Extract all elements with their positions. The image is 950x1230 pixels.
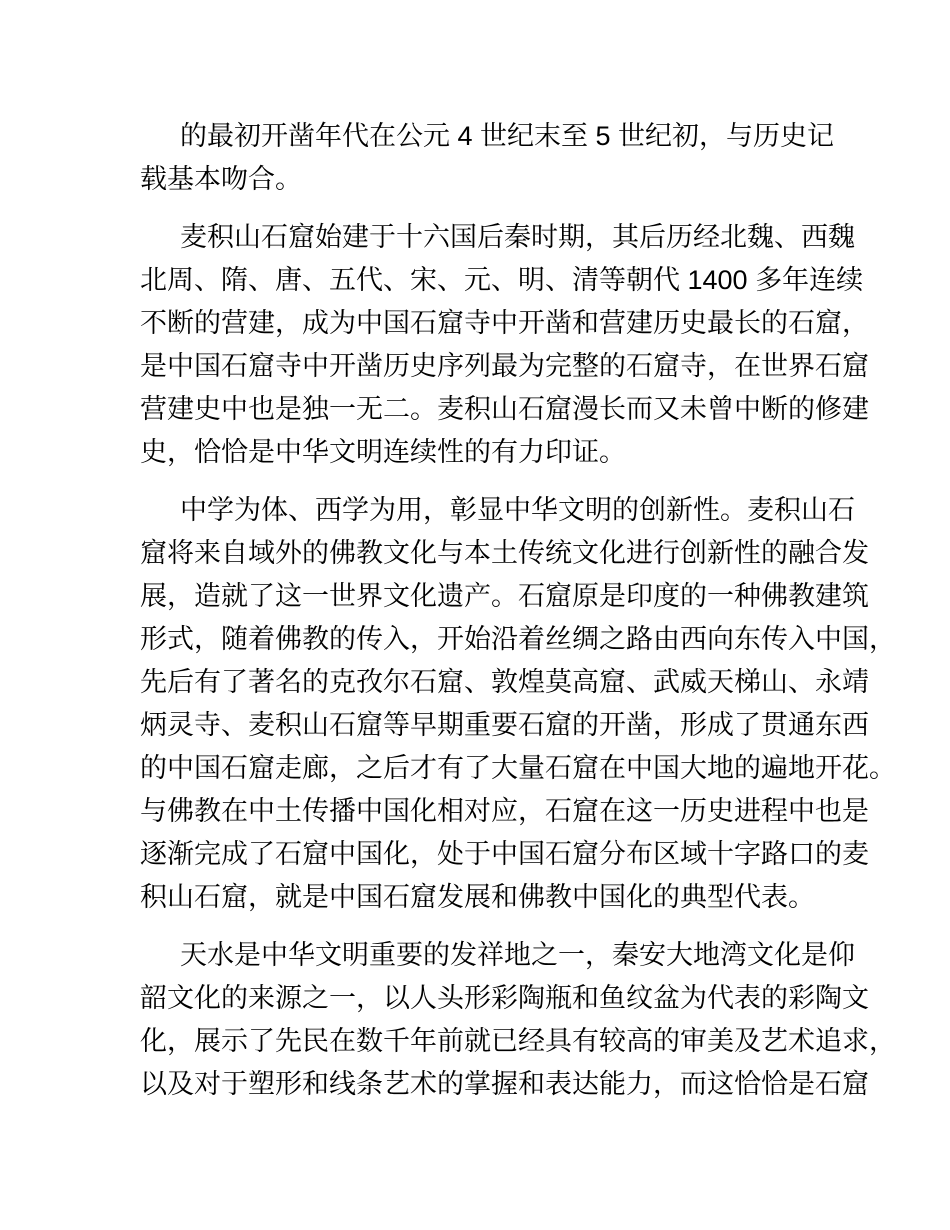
- text-line: 积山石窟，就是中国石窟发展和佛教中国化的典型代表。: [140, 882, 815, 912]
- text-line: 与佛教在中土传播中国化相对应，石窟在这一历史进程中也是: [140, 796, 869, 826]
- paragraph: [140, 115, 835, 201]
- text-line: 炳灵寺、麦积山石窟等早期重要石窟的开凿，形成了贯通东西: [140, 710, 869, 740]
- text-line: 先后有了著名的克孜尔石窟、敦煌莫高窟、武威天梯山、永靖: [140, 667, 869, 697]
- text-line: 不断的营建，成为中国石窟寺中开凿和营建历史最长的石窟，: [140, 308, 869, 338]
- text-line: 以及对于塑形和线条艺术的掌握和表达能力，而这恰恰是石窟: [140, 1069, 869, 1099]
- text-line: 形式，随着佛教的传入，开始沿着丝绸之路由西向东传入中国，: [140, 624, 896, 654]
- paragraph: [140, 934, 896, 1106]
- text-line: 是中国石窟寺中开凿历史序列最为完整的石窟寺，在世界石窟: [140, 351, 869, 381]
- text-line: 中学为体、西学为用，彰显中华文明的创新性。麦积山石: [180, 495, 855, 525]
- text-line: 史，恰恰是中华文明连续性的有力印证。: [140, 437, 626, 467]
- text-line: 北周、隋、唐、五代、宋、元、明、清等朝代 1400 多年连续: [140, 265, 864, 295]
- text-line: 韶文化的来源之一，以人头形彩陶瓶和鱼纹盆为代表的彩陶文: [140, 983, 869, 1013]
- text-line: 麦积山石窟始建于十六国后秦时期，其后历经北魏、西魏: [180, 222, 855, 252]
- paragraph: [140, 489, 896, 919]
- text-line: 的最初开凿年代在公元 4 世纪末至 5 世纪初，与历史记: [180, 121, 835, 151]
- text-line: 的中国石窟走廊，之后才有了大量石窟在中国大地的遍地开花。: [140, 753, 896, 783]
- text-line: 窟将来自域外的佛教文化与本土传统文化进行创新性的融合发: [140, 538, 869, 568]
- text-line: 天水是中华文明重要的发祥地之一，秦安大地湾文化是仰: [180, 940, 855, 970]
- document-body: [140, 115, 896, 1121]
- text-line: 展，造就了这一世界文化遗产。石窟原是印度的一种佛教建筑: [140, 581, 869, 611]
- text-line: 化，展示了先民在数千年前就已经具有较高的审美及艺术追求，: [140, 1026, 896, 1056]
- text-line: 逐渐完成了石窟中国化，处于中国石窟分布区域十字路口的麦: [140, 839, 869, 869]
- text-line: 营建史中也是独一无二。麦积山石窟漫长而又未曾中断的修建: [140, 394, 869, 424]
- paragraph: [140, 216, 869, 474]
- text-line: 载基本吻合。: [140, 164, 302, 194]
